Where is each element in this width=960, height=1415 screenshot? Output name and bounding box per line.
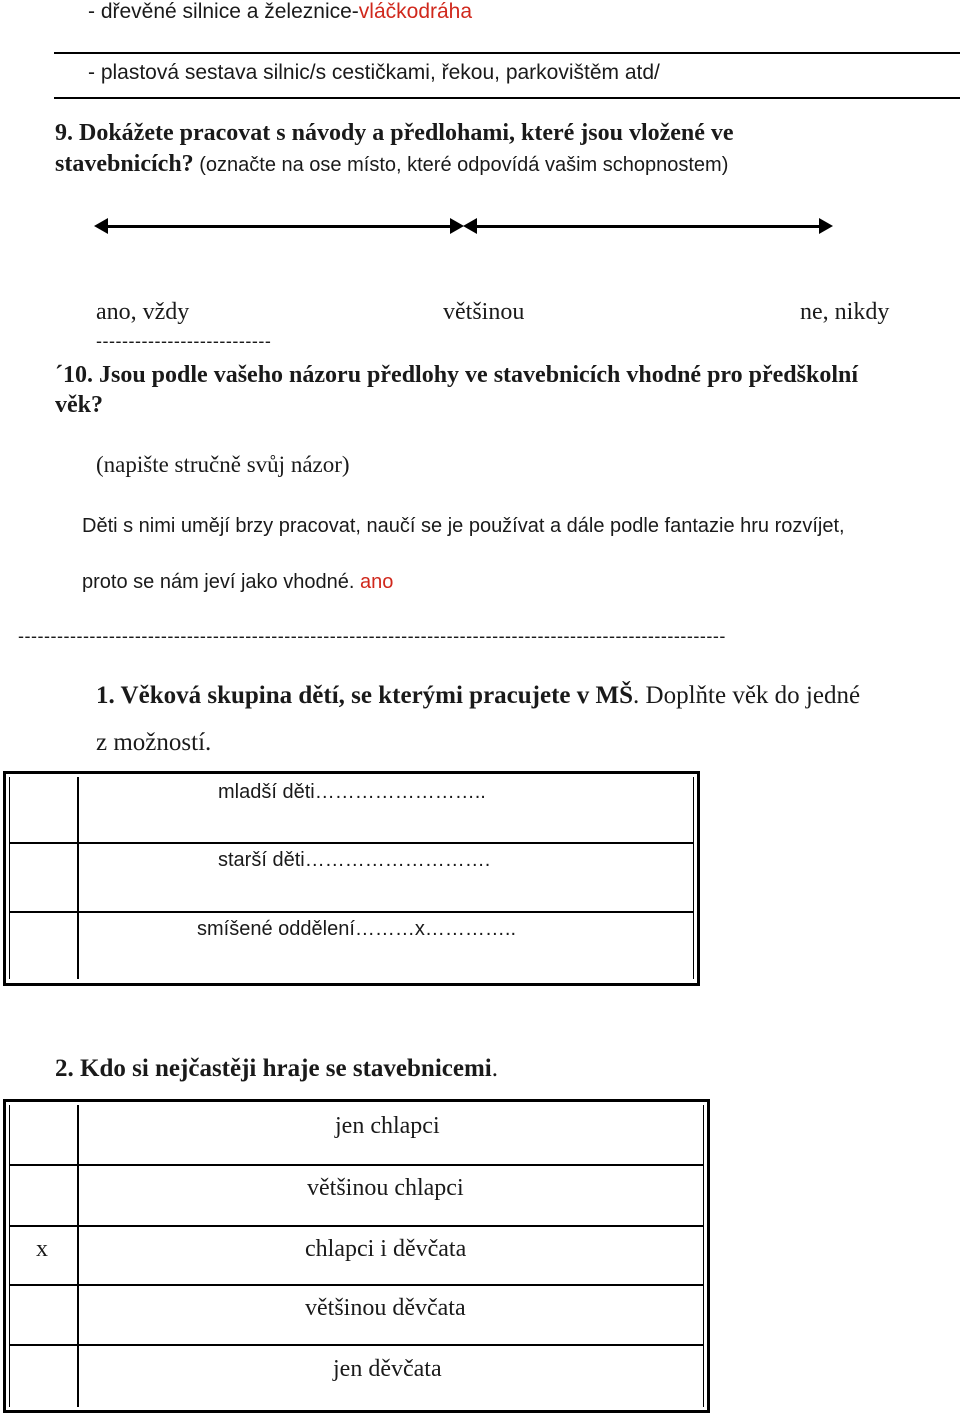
table-row-label[interactable]: většinou chlapci bbox=[307, 1175, 464, 1201]
scale-label-never: ne, nikdy bbox=[800, 299, 890, 325]
q10-answer-text: proto se nám jeví jako vhodné. bbox=[82, 571, 355, 593]
table-row-label[interactable]: většinou děvčata bbox=[305, 1295, 466, 1321]
list-item-wooden bbox=[88, 0, 472, 24]
scale-label-always: ano, vždy bbox=[96, 299, 190, 325]
list-item-plastic: - plastová sestava silnic/s cestičkami, řekou, parkovištěm atd/ bbox=[88, 61, 660, 84]
q9-title-line2 bbox=[55, 151, 728, 178]
table-border bbox=[707, 1099, 710, 1413]
q10-answer-highlight: ano bbox=[354, 571, 394, 593]
table-cell-option[interactable]: smíšené oddělení………x………….. bbox=[197, 918, 516, 940]
q1-title-line2: z možností. bbox=[96, 729, 212, 756]
table-border bbox=[3, 771, 700, 774]
q10-answer-line1: Děti s nimi umějí brzy pracovat, naučí se je používat a dále podle fantazie hru rozvíjet, bbox=[82, 515, 845, 537]
q2-title-end: . bbox=[491, 1055, 498, 1082]
table-column-divider bbox=[77, 1105, 79, 1407]
arrow-right-icon bbox=[450, 218, 464, 234]
table-row-divider bbox=[9, 1344, 704, 1346]
axis-line-right bbox=[475, 225, 821, 228]
q2-title bbox=[55, 1055, 498, 1083]
table-border bbox=[3, 983, 700, 986]
q10-answer-line2 bbox=[82, 571, 393, 594]
scale-label-mostly: většinou bbox=[443, 299, 525, 325]
table-column-divider bbox=[77, 777, 79, 979]
table-row-divider bbox=[9, 1284, 704, 1286]
table-border bbox=[3, 1410, 710, 1413]
dashed-line: --------------------------- bbox=[96, 331, 272, 351]
table-row-divider bbox=[9, 1225, 704, 1227]
table-row-divider bbox=[9, 911, 694, 913]
table-border-inner bbox=[9, 777, 10, 979]
table-border bbox=[3, 1099, 710, 1102]
q10-title-line2: věk? bbox=[55, 392, 103, 418]
q2-title-bold: 2. Kdo si nejčastěji hraje se stavebnicemi bbox=[55, 1055, 492, 1082]
table-row-divider bbox=[9, 1164, 704, 1166]
table-border-inner bbox=[703, 1105, 704, 1407]
table-border bbox=[3, 771, 6, 986]
list-item-text: - dřevěné silnice a železnice- bbox=[88, 0, 359, 23]
q1-title bbox=[96, 682, 860, 710]
divider-line bbox=[54, 52, 960, 54]
table-border-inner bbox=[693, 777, 694, 979]
q1-title-bold: 1. Věková skupina dětí, se kterými pracujete v MŠ bbox=[96, 682, 634, 709]
q10-title: ´10. Jsou podle vašeho názoru předlohy ve stavebnicích vhodné pro předškolní bbox=[55, 362, 859, 388]
q1-title-rest: . Doplňte věk do jedné bbox=[633, 682, 861, 709]
q9-title-bold: stavebnicích? bbox=[55, 151, 194, 177]
table-border bbox=[697, 771, 700, 986]
table-border bbox=[3, 1099, 6, 1413]
table-row-label[interactable]: chlapci i děvčata bbox=[305, 1236, 467, 1262]
divider-line bbox=[54, 97, 960, 99]
table-cell-option[interactable]: starší děti………………………. bbox=[218, 849, 491, 871]
q10-note: (napište stručně svůj názor) bbox=[96, 452, 350, 477]
table-cell-option[interactable]: mladší děti…………………….. bbox=[218, 781, 486, 803]
table-border-inner bbox=[9, 1105, 10, 1407]
q9-note: (označte na ose místo, které odpovídá vašim schopnostem) bbox=[193, 154, 729, 176]
table-row-label[interactable]: jen děvčata bbox=[333, 1356, 442, 1382]
table-row-label[interactable]: jen chlapci bbox=[335, 1113, 440, 1139]
q9-title: 9. Dokážete pracovat s návody a předlohami, které jsou vložené ve bbox=[55, 120, 734, 146]
list-item-highlight: vláčkodráha bbox=[358, 0, 473, 23]
table-row-mark[interactable]: x bbox=[36, 1236, 48, 1262]
axis-line-left bbox=[106, 225, 452, 228]
section-separator: ------------------------------------------------------------------------------------------------------------- bbox=[18, 626, 726, 646]
arrow-right-icon bbox=[819, 218, 833, 234]
table-row-divider bbox=[9, 842, 694, 844]
